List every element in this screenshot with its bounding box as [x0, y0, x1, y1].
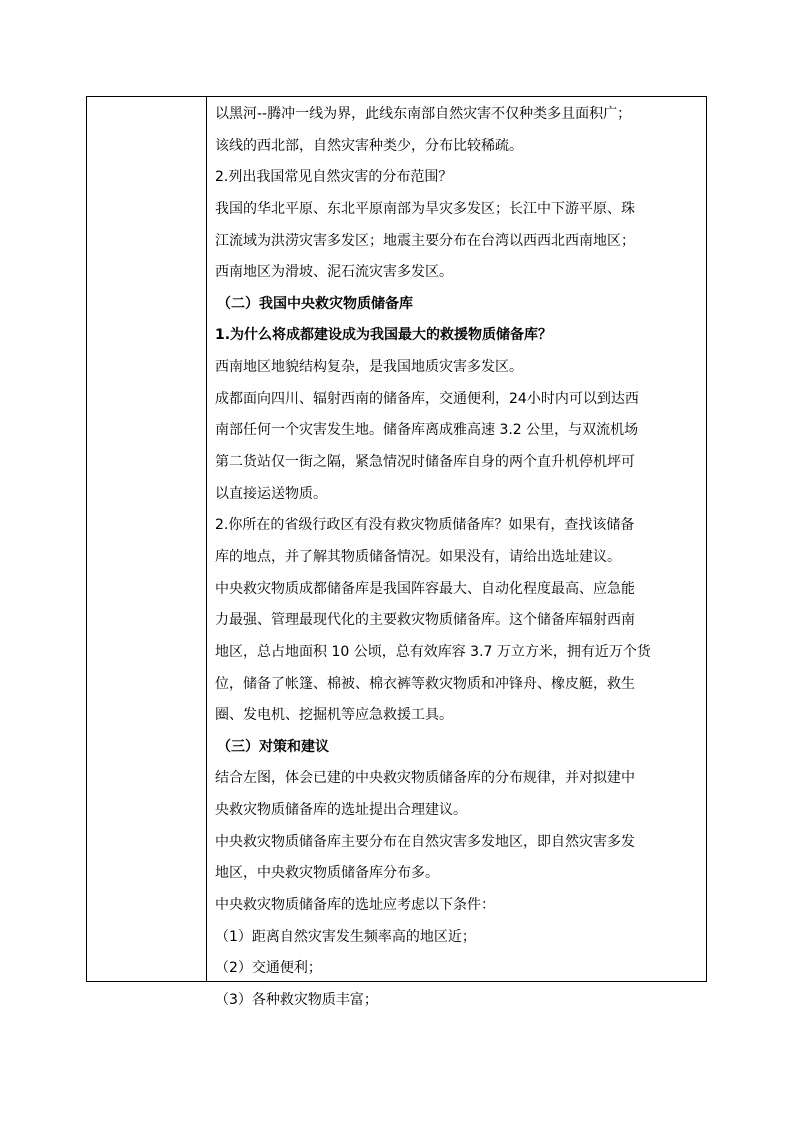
table-right-cell: [207, 97, 706, 1008]
text-line: 成都面向四川、辐射西南的储备库，交通便利，24小时内可以到达西: [215, 390, 639, 407]
text-line: 地区，总占地面积 10 公顷，总有效库容 3.7 万立方米，拥有近万个货: [215, 643, 651, 660]
text-line: 南部任何一个灾害发生地。储备库离成雅高速 3.2 公里，与双流机场: [215, 422, 639, 439]
list-item: （3）各种救灾物质丰富；: [215, 991, 378, 1008]
question-line: 2.列出我国常见自然灾害的分布范围？: [215, 169, 453, 186]
text-line: 圈、发电机、挖掘机等应急救援工具。: [215, 707, 453, 724]
text-line: 地区，中央救灾物质储备库分布多。: [215, 865, 439, 882]
question-line: 2.你所在的省级行政区有没有救灾物质储备库？如果有，查找该储备: [215, 517, 635, 534]
section-heading: （二）我国中央救灾物质储备库: [217, 295, 413, 312]
list-item: （1）距离自然灾害发生频率高的地区近；: [215, 928, 476, 945]
text-line: 江流域为洪涝灾害多发区；地震主要分布在台湾以西西北西南地区；: [215, 232, 635, 249]
text-line: 西南地区为滑坡、泥石流灾害多发区。: [215, 264, 453, 281]
text-line: 中央救灾物质储备库的选址应考虑以下条件：: [215, 897, 495, 914]
text-line: 位，储备了帐篷、棉被、棉衣裤等救灾物质和冲锋舟、橡皮艇，救生: [215, 675, 635, 692]
content-table: [86, 96, 707, 1008]
text-line: 央救灾物质储备库的选址提出合理建议。: [215, 802, 467, 819]
text-line: 库的地点，并了解其物质储备情况。如果没有，请给出选址建议。: [215, 548, 621, 565]
text-line: 中央救灾物质成都储备库是我国阵容最大、自动化程度最高、应急能: [215, 580, 635, 597]
text-line: 西南地区地貌结构复杂，是我国地质灾害多发区。: [215, 359, 523, 376]
text-line: 以直接运送物质。: [215, 485, 327, 502]
text-line: 该线的西北部，自然灾害种类少，分布比较稀疏。: [215, 137, 523, 154]
section-heading: （三）对策和建议: [217, 738, 329, 755]
question-line: 1.为什么将成都建设成为我国最大的救援物质储备库？: [215, 327, 553, 344]
text-line: 第二货站仅一街之隔，紧急情况时储备库自身的两个直升机停机坪可: [215, 454, 635, 471]
table-left-cell: [87, 97, 207, 981]
list-item: （2）交通便利；: [215, 960, 322, 977]
text-line: 力最强、管理最现代化的主要救灾物质储备库。这个储备库辐射西南: [215, 612, 635, 629]
text-line: 以黑河--腾冲一线为界，此线东南部自然灾害不仅种类多且面积广；: [215, 106, 632, 122]
text-line: 中央救灾物质储备库主要分布在自然灾害多发地区，即自然灾害多发: [215, 833, 635, 850]
text-line: 结合左图，体会已建的中央救灾物质储备库的分布规律，并对拟建中: [215, 770, 635, 787]
text-line: 我国的华北平原、东北平原南部为旱灾多发区；长江中下游平原、珠: [215, 200, 635, 217]
